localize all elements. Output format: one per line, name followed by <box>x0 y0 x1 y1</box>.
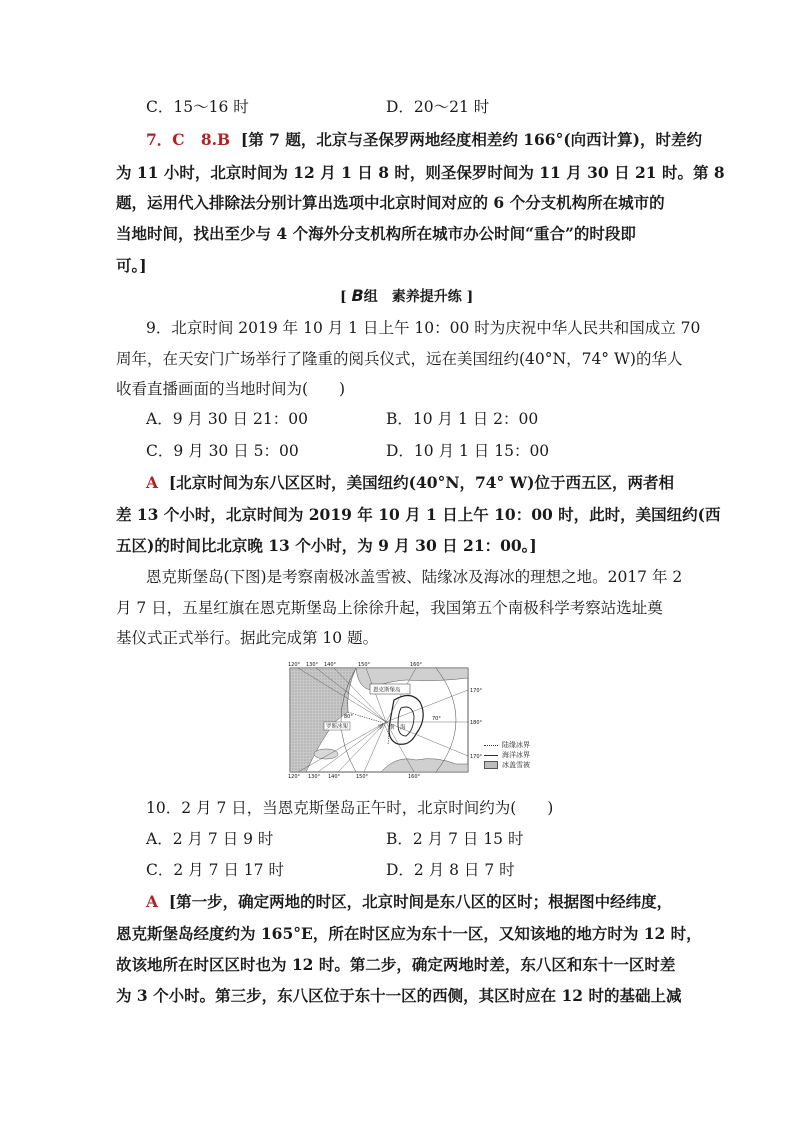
ross-sea-label: 罗 斯 海 <box>378 725 406 731</box>
answer-8-label: 8.B <box>200 130 231 149</box>
right-lon-170w: 170° <box>470 754 483 760</box>
answer-9-text: [北京时间为东八区区时，美国纽约(40°N，74° W)位于西五区，两者相 <box>168 473 674 492</box>
right-lon-170e: 170° <box>470 688 483 694</box>
section-letter: B <box>351 286 364 305</box>
answer-7-8-line-4: 当地时间，找出至少与 4 个海外分支机构所在城市办公时间“重合”的时段即 <box>116 224 636 243</box>
bottom-lon-150: 150° <box>356 774 369 778</box>
bottom-lon-120: 120° <box>288 774 301 778</box>
top-lon-140: 140° <box>324 662 337 668</box>
answer-10-line-4: 为 3 个小时。第三步，东八区位于东十一区的西侧，其区时应在 12 时的基础上减 <box>116 986 682 1005</box>
answer-9-line-3: 五区)的时间比北京晚 13 个小时，为 9 月 30 日 21：00。] <box>116 536 537 555</box>
small-island <box>314 749 338 759</box>
gray-box-icon <box>484 761 498 769</box>
lat-80-label: 80° <box>344 714 353 720</box>
top-lon-150: 150° <box>358 662 371 668</box>
passage-line-3: 基仪式正式举行。据此完成第 10 题。 <box>116 629 379 647</box>
q10-option-c: C．2 月 7 日 17 时 <box>146 861 284 879</box>
answer-7-8-line-1 <box>146 130 702 150</box>
passage-line-1: 恩克斯堡岛(下图)是考察南极冰盖雪被、陆缘冰及海冰的理想之地。2017 年 2 <box>146 568 683 586</box>
legend-coast-ice <box>484 740 530 750</box>
section-bracket-close: ] <box>466 289 474 305</box>
option-d: D．20～21 时 <box>386 98 490 116</box>
answer-9-line-2: 差 13 个小时，北京时间为 2019 年 10 月 1 日上午 10：00 时，此时，美国纽约(西 <box>116 505 721 524</box>
q9-option-b: B．10 月 1 日 2：00 <box>386 410 539 428</box>
section-header <box>340 286 473 306</box>
answer-7-8-line-2: 为 11 小时，北京时间为 12 月 1 日 8 时，则圣保罗时间为 11 月 30 日 21 时。第 8 <box>116 163 725 182</box>
q9-line-1: 9．北京时间 2019 年 10 月 1 日上午 10：00 时为庆祝中华人民共和国成立 70 <box>146 319 701 337</box>
section-title: 组 素养提升练 <box>363 289 462 305</box>
answer-7-8-line-3: 题，运用代入排除法分别计算出选项中北京时间对应的 6 个分支机构所在城市的 <box>116 193 665 212</box>
legend-ice-cover <box>484 760 530 770</box>
section-bracket-open: [ <box>340 289 347 305</box>
q10-option-b: B．2 月 7 日 15 时 <box>386 830 524 848</box>
q9-option-a: A．9 月 30 日 21：00 <box>146 410 308 428</box>
answer-10-line-3: 故该地所在时区区时也为 12 时。第二步，确定两地时差，东八区和东十一区时差 <box>116 955 676 974</box>
top-lon-130: 130° <box>306 662 319 668</box>
top-lon-120: 120° <box>288 662 301 668</box>
legend-sea-ice <box>484 750 530 760</box>
passage-line-2: 月 7 日，五星红旗在恩克斯堡岛上徐徐升起，我国第五个南极科学考察站选址奠 <box>116 599 663 617</box>
answer-10-line-1 <box>146 892 672 912</box>
answer-10-text: [第一步，确定两地的时区，北京时间是东八区的区时；根据图中经纬度， <box>168 892 673 911</box>
q9-option-d: D．10 月 1 日 15：00 <box>386 442 550 460</box>
q10-question: 10．2 月 7 日，当恩克斯堡岛正午时，北京时间约为( ) <box>146 799 554 817</box>
island-label: 恩克斯堡岛 <box>373 687 401 694</box>
top-lon-160: 160° <box>410 662 423 668</box>
answer-10-line-2: 恩克斯堡岛经度约为 165°E，所在时区应为东十一区，又知该地的地方时为 12 时， <box>116 924 702 943</box>
legend-ice-cover-label: 冰盖雪被 <box>502 761 530 769</box>
q10-option-d: D．2 月 8 日 7 时 <box>386 861 515 879</box>
answer-7-8-line-5: 可。] <box>116 256 147 275</box>
solid-line-icon <box>484 755 498 756</box>
lat-70-label: 70° <box>432 716 441 722</box>
map-legend <box>484 740 530 770</box>
right-lon-180: 180° <box>470 720 483 726</box>
bottom-lon-140: 140° <box>328 774 341 778</box>
ice-shelf-label: 罗斯冰架 <box>326 724 349 730</box>
bottom-lon-130: 130° <box>308 774 321 778</box>
answer-7-8-text: [第 7 题，北京与圣保罗两地经度相差约 166°(向西计算)，时差约 <box>240 130 703 149</box>
legend-coast-ice-label: 陆缘冰界 <box>502 741 530 749</box>
q9-line-3: 收看直播画面的当地时间为( ) <box>116 380 346 398</box>
antarctica-map <box>286 660 512 778</box>
answer-7-label: 7．C <box>146 130 185 149</box>
legend-sea-ice-label: 海洋冰界 <box>502 751 530 759</box>
option-c: C．15～16 时 <box>146 98 249 116</box>
dotted-line-icon <box>484 745 498 746</box>
bottom-lon-160: 160° <box>408 774 421 778</box>
answer-10-label: A <box>146 892 159 911</box>
q10-option-a: A．2 月 7 日 9 时 <box>146 830 274 848</box>
answer-9-line-1 <box>146 473 674 493</box>
answer-9-label: A <box>146 473 159 492</box>
q9-line-2: 周年，在天安门广场举行了隆重的阅兵仪式，远在美国纽约(40°N，74° W)的华人 <box>116 350 683 368</box>
q9-option-c: C．9 月 30 日 5：00 <box>146 442 299 460</box>
